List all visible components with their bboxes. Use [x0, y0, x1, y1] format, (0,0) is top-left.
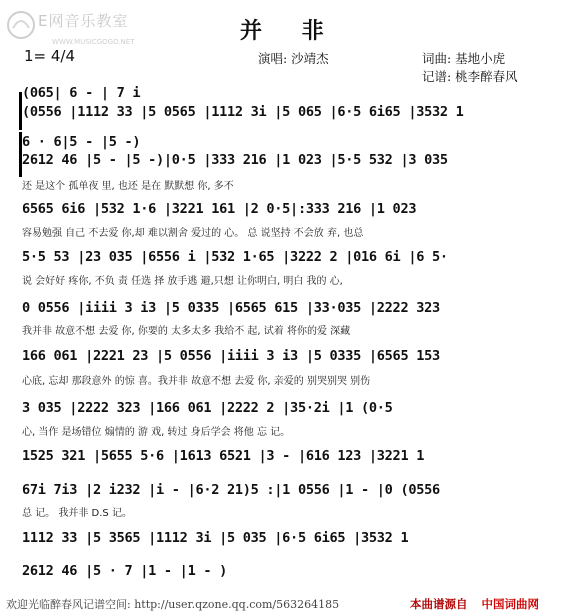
score-line: 2612 46 |5 - |5 -)|0·5 |333 216 |1 023 |5·5 532 |3 035: [22, 152, 448, 168]
watermark-url: WWW.MUSICGOGO.NET: [52, 38, 135, 46]
lyrics-line: 说 会好好 疼你, 不负 责 任选 择 放手逃 避,只想 让你明白, 明白 我的 心,: [22, 276, 343, 287]
lyricist-composer-credit: 词曲: 基地小虎: [422, 51, 506, 66]
score-line: (0556 |1112 33 |5 0565 |1112 3i |5 065 |6·5 6i65 |3532 1: [22, 104, 464, 120]
footer-source: [410, 596, 539, 612]
lyrics-line: 我并非 故意不想 去爱 你, 你要的 太多太多 我给不 起, 试着 将你的爱 深藏: [22, 326, 351, 337]
score-line: 166 061 |2221 23 |5 0556 |iiii 3 i3 |5 0335 |6565 153: [22, 348, 440, 364]
score-line: 6 · 6|5 - |5 -): [22, 134, 141, 150]
lyrics-line: 心底, 忘却 那段意外 的惊 喜。我并非 故意不想 去爱 你, 亲爱的 别哭别哭 别伤: [22, 376, 371, 387]
lyrics-line: 容易勉强 自己 不去爱 你,却 难以割舍 爱过的 心。 总 说坚持 不会放 弃, 也总: [22, 228, 364, 239]
lyrics-line: 还 是这个 孤单夜 里, 也还 是在 默默想 你, 多不: [22, 181, 234, 192]
lyrics-line: 心, 当作 是场错位 煽情的 游 戏, 转过 身后学会 将他 忘 记。: [22, 427, 291, 438]
key-signature: 1= 4/4: [24, 47, 76, 65]
score-line: 2612 46 |5 · 7 |1 - |1 - ): [22, 563, 227, 579]
transcriber-credit: 记谱: 桃李醉春风: [422, 69, 518, 84]
score-line: 0 0556 |iiii 3 i3 |5 0335 |6565 615 |33·035 |2222 323: [22, 300, 440, 316]
singer-credit: 演唱: 沙靖杰: [258, 51, 329, 66]
watermark-logo-icon: [4, 8, 38, 42]
lyrics-line: 总 记。 我并非 D.S 记。: [22, 508, 132, 519]
score-line: (065| 6 - | 7 i: [22, 85, 141, 101]
watermark-site-name: E网音乐教室: [38, 12, 129, 30]
footer-source-label: 本曲谱源自: [410, 597, 468, 611]
song-title: 并 非: [240, 18, 340, 44]
footer-source-site-link[interactable]: 中国词曲网: [481, 597, 539, 611]
score-line: 3 035 |2222 323 |166 061 |2222 2 |35·2i |1 (0·5: [22, 400, 393, 416]
footer-welcome-text: 欢迎光临醉春风记谱空间: http://user.qzone.qq.com/563264185: [6, 598, 340, 611]
score-line: 1112 33 |5 3565 |1112 3i |5 035 |6·5 6i65 |3532 1: [22, 530, 409, 546]
score-line: 6565 6i6 |532 1·6 |3221 161 |2 0·5|:333 216 |1 023: [22, 201, 417, 217]
score-line: 67i 7i3 |2 i232 |i - |6·2 21)5 :|1 0556 |1 - |0 (0556: [22, 482, 440, 498]
score-line: 5·5 53 |23 035 |6556 i |532 1·65 |3222 2 |016 6i |6 5·: [22, 249, 448, 265]
score-line: 1525 321 |5655 5·6 |1613 6521 |3 - |616 123 |3221 1: [22, 448, 425, 464]
